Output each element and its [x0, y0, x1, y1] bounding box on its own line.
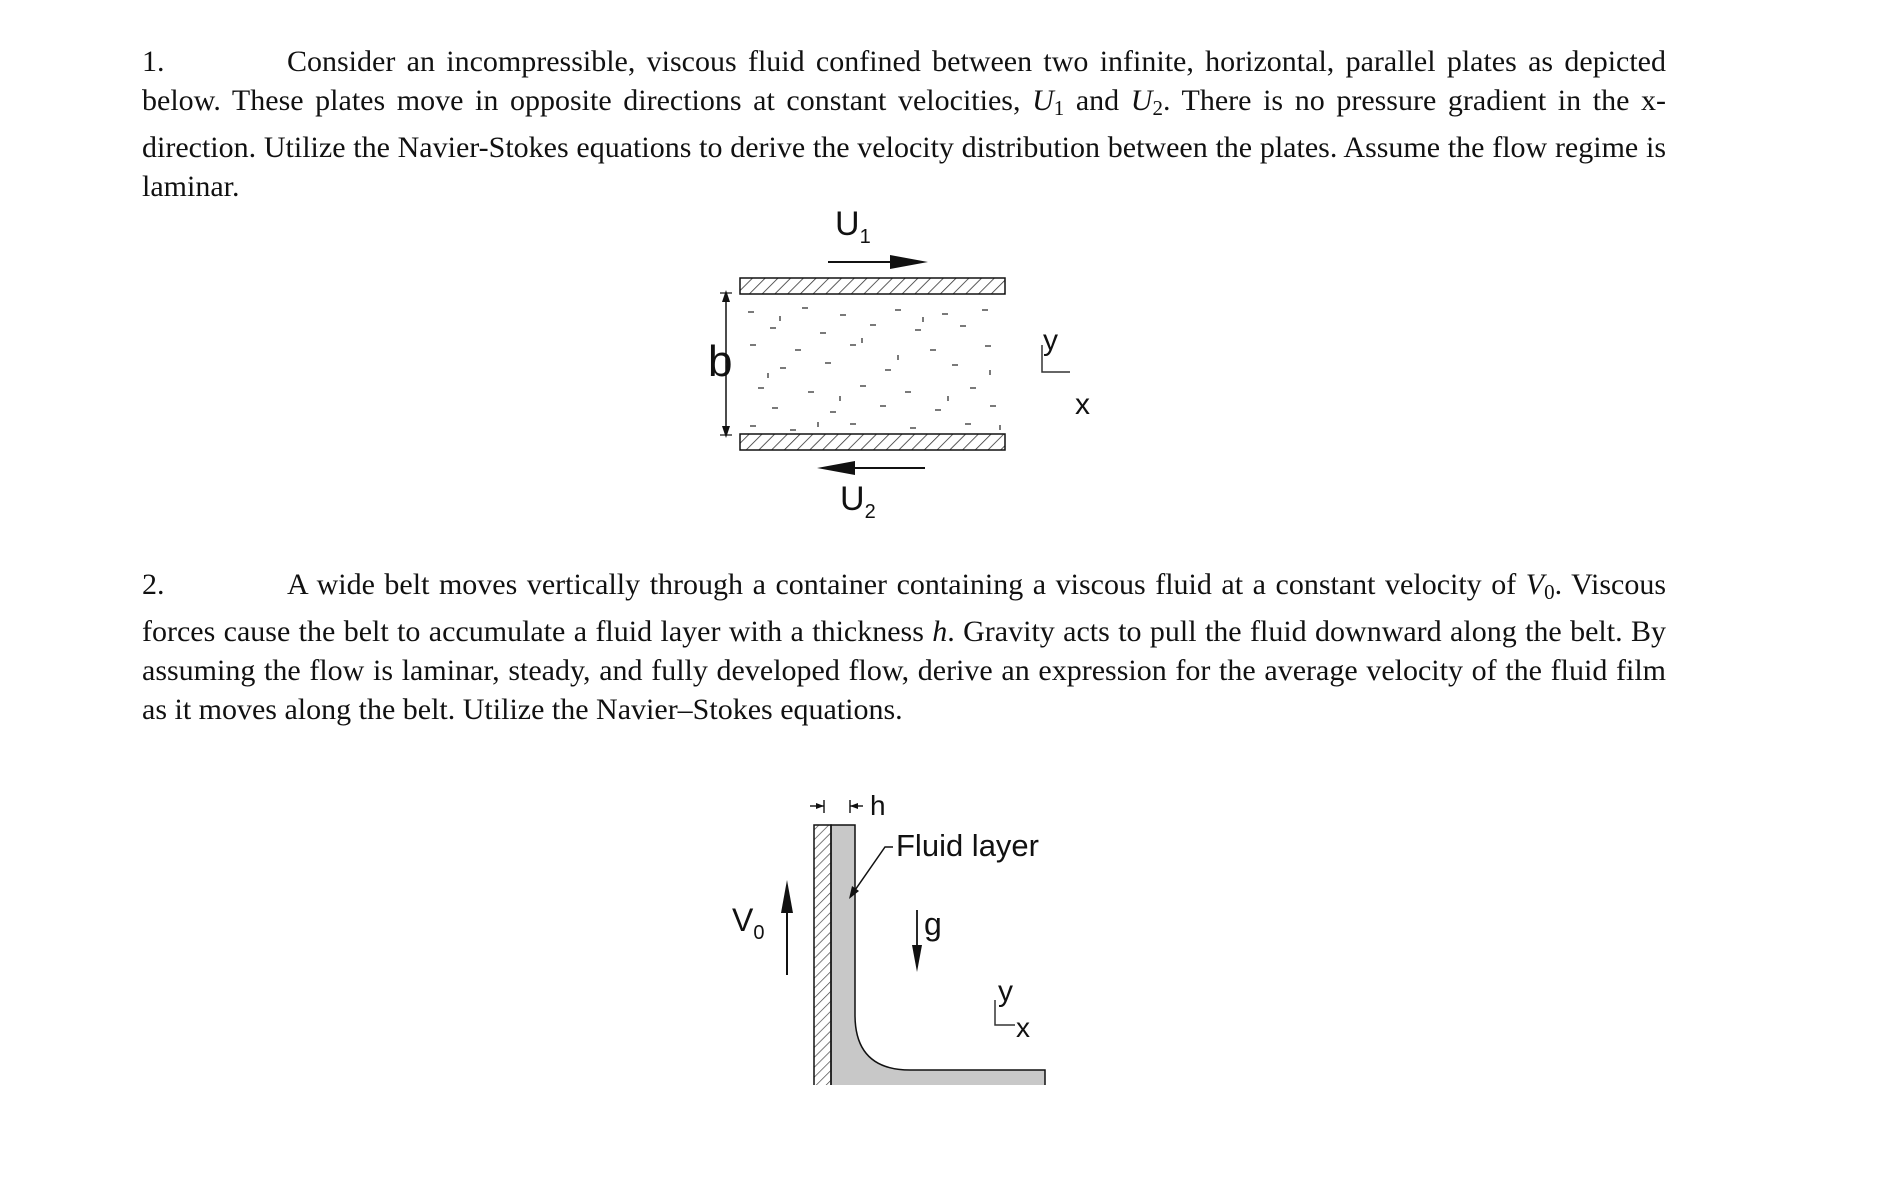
math-symbol: $U_1$ — [1032, 84, 1065, 120]
axis-x-label: x — [1016, 1012, 1030, 1043]
problem-text-part: and — [1064, 84, 1131, 117]
arrow-right-icon — [816, 803, 824, 809]
axis-y-label: y — [998, 975, 1013, 1008]
arrow-left-icon — [817, 461, 925, 475]
problem-text-part: Consider an incompressible, viscous fluid confined between two infinite, horizontal, parallel plates as depicted below. These plates move in opposite directions at constant velocities, — [142, 45, 1666, 117]
axis-x-label: x — [1075, 388, 1090, 421]
fluid-layer — [831, 825, 1045, 1085]
figure-parallel-plates — [690, 200, 1130, 534]
belt-velocity-label: $V_0$ — [732, 902, 765, 944]
figure-belt-fluid-layer — [710, 775, 1110, 1089]
fluid-layer-label: Fluid layer — [896, 828, 1039, 863]
math-symbol: h — [932, 615, 948, 648]
problem-1 — [142, 42, 1666, 206]
top-plate — [740, 278, 1005, 294]
axis-y-label: y — [1043, 324, 1058, 357]
problem-number: 2. — [142, 568, 165, 601]
bottom-plate — [740, 434, 1005, 450]
belt — [814, 825, 831, 1085]
gravity-label: g — [924, 906, 942, 942]
u1-label: $U_1$ — [835, 205, 871, 248]
problem-text-part: . Gravity acts to pull the fluid downward along the belt. By assuming the flow is laminar, steady, and fully developed flow, derive an expression for the average velocity of the fluid film as it moves along the belt. Utilize the Navier–Stokes equations. — [142, 615, 1666, 726]
fluid-region — [748, 308, 1000, 430]
u2-label: $U_2$ — [840, 480, 876, 523]
gap-label: b — [708, 337, 733, 386]
problem-2 — [142, 565, 1666, 729]
problem-text-part: . Viscous forces cause the belt to accumulate a fluid layer with a thickness — [142, 568, 1667, 648]
problem-text-part: . There is no pressure gradient in the x-direction. Utilize the Navier-Stokes equations to derive the velocity distribution between the plates. Assume the flow regime is laminar. — [142, 84, 1666, 203]
parallel-plates-diagram — [690, 200, 1130, 530]
math-symbol: $V_0$ — [1525, 568, 1555, 604]
belt-fluid-diagram — [710, 775, 1110, 1085]
arrow-right-icon — [828, 255, 928, 269]
problem-text-part: A wide belt moves vertically through a container containing a viscous fluid at a constant velocity of — [287, 568, 1526, 601]
arrow-left-icon — [850, 803, 858, 809]
arrow-up-icon — [781, 880, 793, 975]
math-symbol: $U_2$ — [1130, 84, 1163, 120]
problem-number: 1. — [142, 45, 165, 78]
thickness-label: h — [870, 790, 886, 821]
arrow-down-icon — [912, 910, 922, 972]
